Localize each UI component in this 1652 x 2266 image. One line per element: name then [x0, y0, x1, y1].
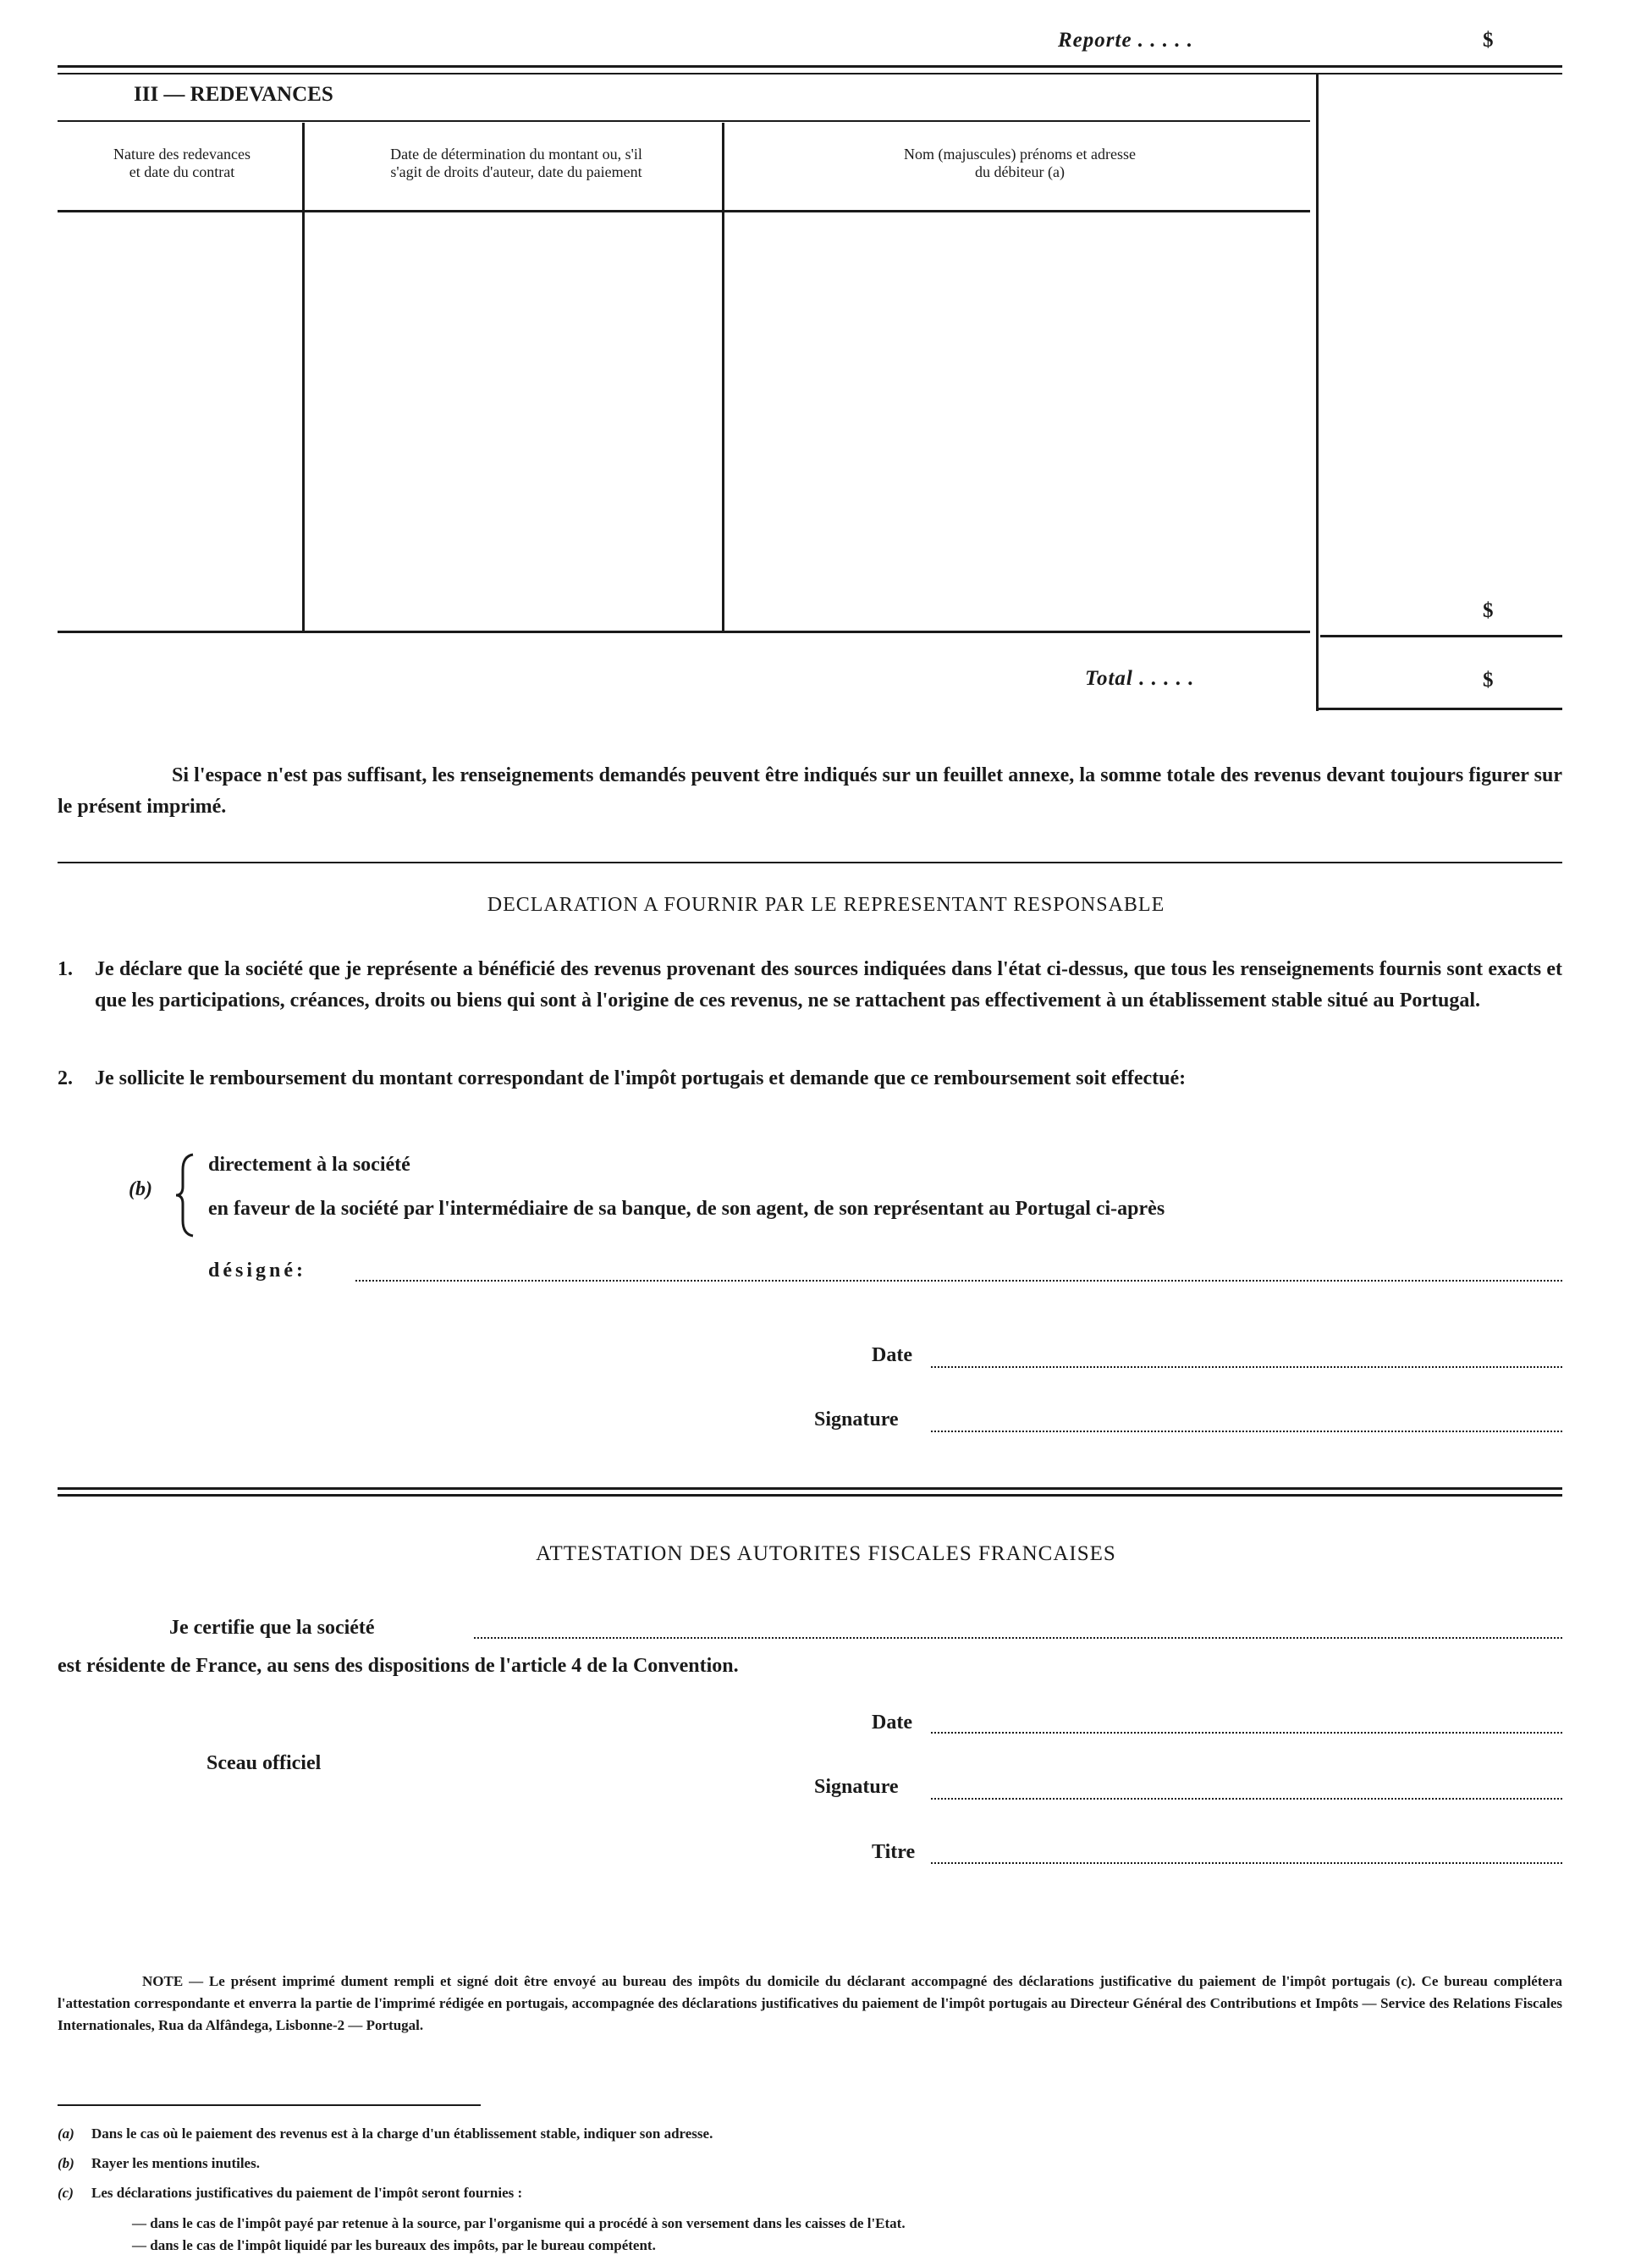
amount-column-border [1316, 74, 1319, 711]
footnote-a: Dans le cas où le paiement des revenus est à la charge d'un établissement stable, indiquer son adresse. [91, 2125, 713, 2142]
column-divider-1 [302, 123, 305, 631]
designe-field[interactable] [355, 1280, 1562, 1282]
footnote-c-marker: (c) [58, 2185, 74, 2201]
attestation-title-label: Titre [872, 1841, 916, 1863]
column-header-nature: Nature des redevances et date du contrat [113, 146, 251, 180]
attestation-title: ATTESTATION DES AUTORITES FISCALES FRANCAISES [536, 1542, 1116, 1565]
choice-intermediary: en faveur de la société par l'intermédiaire de sa banque, de son agent, de son représentant au Portugal ci-après [208, 1198, 1165, 1220]
choice-direct: directement à la société [208, 1154, 410, 1176]
declaration-item-1: Je déclare que la société que je représente a bénéficié des revenus provenant des sources indiquées dans l'état ci-dessus, que tous les renseignements fournis sont exacts et que les participations, créances, droits ou biens qui sont à l'origine de ces revenus, ne se rattachent pas effectivement à un établissement stable situé au Portugal. [95, 958, 1562, 1012]
attestation-rule-bottom [58, 1494, 1562, 1497]
choice-marker: (b) [129, 1178, 152, 1200]
note-paragraph: NOTE — Le présent imprimé dument rempli et signé doit être envoyé au bureau des impôts du domicile du déclarant accompagné des déclarations justificative du paiement de l'impôt portugais (c). Ce bureau complétera l'attestation correspondante et enverra la partie de l'imprimé rédigée en portugais, accompagnée des déclarations justificatives du paiement de l'impôt portugais au Directeur Général des Contributions et Impôts — Service des Relations Fiscales Internationales, Rua da Alfândega, Lisbonne-2 — Portugal. [58, 1973, 1562, 2033]
space-note: Si l'espace n'est pas suffisant, les renseignements demandés peuvent être indiqués sur un feuillet annexe, la somme totale des revenus devant toujours figurer sur le présent imprimé. [58, 764, 1562, 818]
attestation-signature-field[interactable] [931, 1798, 1562, 1800]
footnote-c-item-1: — dans le cas de l'impôt payé par retenue à la source, par l'organisme qui a procédé à son versement dans les caisses de l'Etat. [132, 2215, 906, 2231]
total-currency: $ [1483, 669, 1494, 692]
column-header-date: Date de détermination du montant ou, s'il s'agit de droits d'auteur, date du paiement [390, 146, 642, 180]
footnote-c-item-2: — dans le cas de l'impôt liquidé par les bureaux des impôts, par le bureau compétent. [132, 2237, 656, 2253]
footnote-a-marker: (a) [58, 2125, 74, 2142]
declaration-title: DECLARATION A FOURNIR PAR LE REPRESENTANT RESPONSABLE [487, 894, 1165, 916]
total-label: Total . . . . . [1085, 667, 1195, 690]
company-name-field[interactable] [474, 1637, 1562, 1639]
section-title-rule [58, 120, 1310, 122]
section-title: III — REDEVANCES [134, 83, 333, 106]
designe-label: désigné: [208, 1260, 306, 1282]
attestation-date-label: Date [872, 1712, 912, 1734]
footnote-b: Rayer les mentions inutiles. [91, 2155, 260, 2171]
reporte-label: Reporte . . . . . [1058, 29, 1194, 52]
choice-brace-icon [174, 1153, 196, 1238]
declaration-item-2-number: 2. [58, 1067, 73, 1089]
column-header-debtor: Nom (majuscules) prénoms et adresse du débiteur (a) [904, 146, 1136, 180]
amount-bottom-rule [1320, 635, 1562, 637]
footnote-rule [58, 2104, 481, 2106]
declaration-item-1-number: 1. [58, 958, 73, 980]
declaration-date-label: Date [872, 1344, 912, 1366]
declaration-date-field[interactable] [931, 1366, 1562, 1368]
attestation-signature-label: Signature [814, 1776, 899, 1798]
table-header-rule [58, 210, 1310, 212]
footnote-b-marker: (b) [58, 2155, 74, 2171]
official-seal-label: Sceau officiel [206, 1752, 322, 1774]
attestation-title-field[interactable] [931, 1862, 1562, 1864]
declaration-item-2: Je sollicite le remboursement du montant correspondant de l'impôt portugais et demande que ce remboursement soit effectué: [95, 1067, 1187, 1089]
certify-label: Je certifie que la société [169, 1617, 375, 1639]
declaration-top-rule [58, 862, 1562, 863]
table-bottom-rule [58, 631, 1310, 633]
column-divider-2 [722, 123, 724, 631]
header-rule-bottom [58, 73, 1562, 74]
reporte-currency: $ [1483, 29, 1494, 52]
declaration-signature-label: Signature [814, 1409, 899, 1431]
total-rule [1316, 708, 1562, 710]
resident-statement: est résidente de France, au sens des dispositions de l'article 4 de la Convention. [58, 1655, 739, 1677]
attestation-date-field[interactable] [931, 1732, 1562, 1734]
attestation-rule-top [58, 1487, 1562, 1490]
header-rule-top [58, 65, 1562, 68]
footnote-c: Les déclarations justificatives du paiement de l'impôt seront fournies : [91, 2185, 523, 2201]
subtotal-currency: $ [1483, 599, 1494, 622]
declaration-signature-field[interactable] [931, 1431, 1562, 1432]
